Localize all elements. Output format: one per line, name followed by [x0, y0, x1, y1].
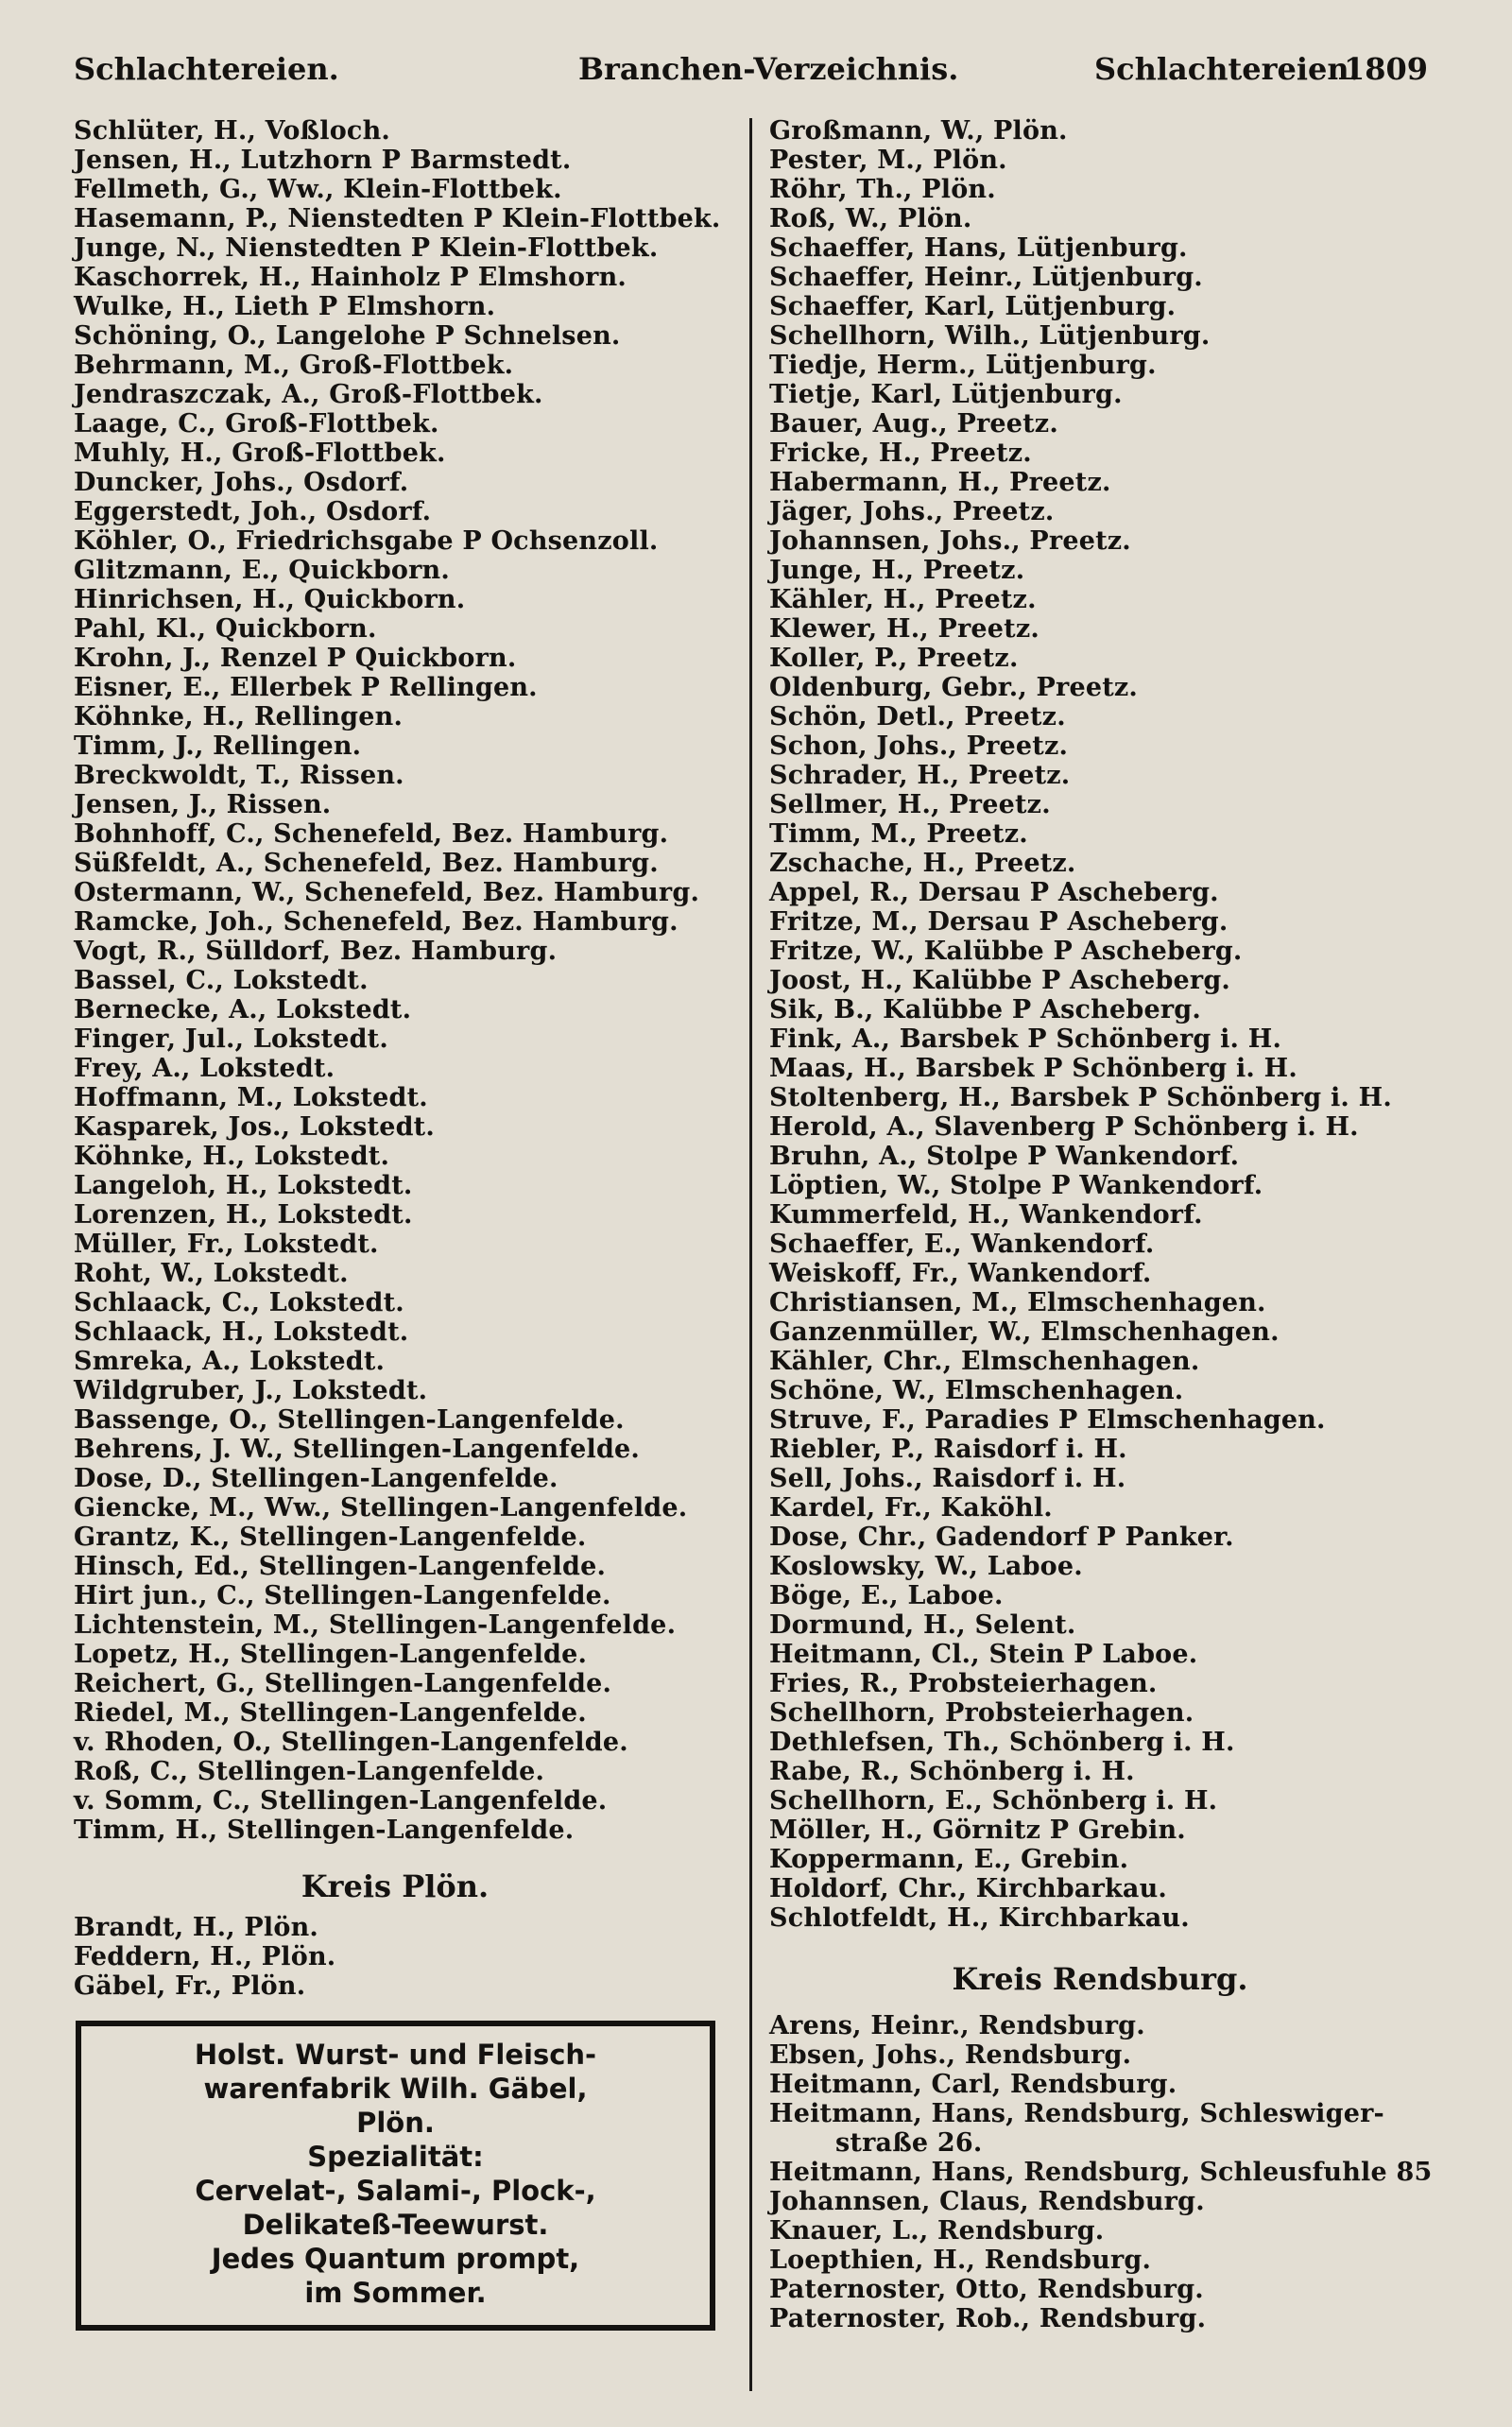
- directory-entry: Joost, H., Kalübbe P Ascheberg.: [769, 966, 1231, 995]
- directory-entry: Jensen, J., Rissen.: [74, 790, 332, 819]
- directory-entry: Böge, E., Laboe.: [769, 1581, 1004, 1610]
- directory-entry: Heitmann, Hans, Rendsburg, Schleusfuhle 85: [769, 2158, 1433, 2187]
- directory-entry: Brandt, H., Plön.: [74, 1913, 319, 1942]
- directory-entry: Bassel, C., Lokstedt.: [74, 966, 369, 995]
- directory-entry: Paternoster, Otto, Rendsburg.: [769, 2275, 1204, 2304]
- directory-entry: Röhr, Th., Plön.: [769, 175, 996, 204]
- directory-entry: Grantz, K., Stellingen-Langenfelde.: [74, 1523, 587, 1552]
- directory-entry: Jäger, Johs., Preetz.: [769, 497, 1055, 526]
- directory-entry: Christiansen, M., Elmschenhagen.: [769, 1288, 1266, 1317]
- page-header: [0, 51, 1512, 98]
- directory-entry: Eggerstedt, Joh., Osdorf.: [74, 497, 432, 526]
- kreis-rendsburg-list: [769, 2011, 1432, 2333]
- directory-entry: Glitzmann, E., Quickborn.: [74, 556, 450, 585]
- directory-entry: Rabe, R., Schönberg i. H.: [769, 1757, 1135, 1786]
- directory-entry: Gäbel, Fr., Plön.: [74, 1971, 306, 2001]
- directory-entry: Paternoster, Rob., Rendsburg.: [769, 2304, 1207, 2333]
- directory-entry: Johannsen, Claus, Rendsburg.: [769, 2187, 1205, 2216]
- directory-entry: Fries, R., Probsteierhagen.: [769, 1669, 1158, 1698]
- directory-entry: Kasparek, Jos., Lokstedt.: [74, 1112, 435, 1142]
- directory-entry: Heitmann, Carl, Rendsburg.: [769, 2070, 1177, 2099]
- directory-entry: Ebsen, Johs., Rendsburg.: [769, 2040, 1132, 2070]
- directory-entry: Holdorf, Chr., Kirchbarkau.: [769, 1874, 1168, 1903]
- directory-entry: Sik, B., Kalübbe P Ascheberg.: [769, 995, 1201, 1024]
- directory-entry: Hinrichsen, H., Quickborn.: [74, 585, 466, 614]
- directory-entry: Finger, Jul., Lokstedt.: [74, 1024, 388, 1054]
- advertisement-line: Plön.: [356, 2107, 435, 2139]
- directory-entry: Großmann, W., Plön.: [769, 116, 1068, 146]
- directory-entry: Johannsen, Johs., Preetz.: [769, 526, 1131, 556]
- directory-entry: Bauer, Aug., Preetz.: [769, 409, 1058, 439]
- directory-entry: Reichert, G., Stellingen-Langenfelde.: [74, 1669, 612, 1698]
- directory-entry: Laage, C., Groß-Flottbek.: [74, 409, 439, 439]
- directory-entry: Behrmann, M., Groß-Flottbek.: [74, 351, 514, 380]
- directory-entry: Feddern, H., Plön.: [74, 1942, 336, 1971]
- directory-entry: Löptien, W., Stolpe P Wankendorf.: [769, 1171, 1263, 1200]
- directory-entry: Köhnke, H., Rellingen.: [74, 702, 404, 732]
- directory-entry: Dethlefsen, Th., Schönberg i. H.: [769, 1728, 1235, 1757]
- directory-entry: Kardel, Fr., Kaköhl.: [769, 1493, 1053, 1523]
- directory-entry: Hasemann, P., Nienstedten P Klein-Flottbek.: [74, 204, 721, 233]
- directory-entry: Kähler, Chr., Elmschenhagen.: [769, 1347, 1200, 1376]
- directory-entry: Riedel, M., Stellingen-Langenfelde.: [74, 1698, 587, 1728]
- directory-entry: Sell, Johs., Raisdorf i. H.: [769, 1464, 1126, 1493]
- directory-entry: Krohn, J., Renzel P Quickborn.: [74, 644, 517, 673]
- directory-entry: Süßfeldt, A., Schenefeld, Bez. Hamburg.: [74, 849, 659, 878]
- section-title-kreis-rendsburg: Kreis Rendsburg.: [952, 1961, 1248, 1997]
- directory-entry: Giencke, M., Ww., Stellingen-Langenfelde.: [74, 1493, 688, 1523]
- directory-entry: Fricke, H., Preetz.: [769, 439, 1032, 468]
- directory-entry: Frey, A., Lokstedt.: [74, 1054, 335, 1083]
- directory-entry: Schlüter, H., Voßloch.: [74, 116, 391, 146]
- advertisement-line: warenfabrik Wilh. Gäbel,: [203, 2073, 588, 2105]
- directory-entry: Koppermann, E., Grebin.: [769, 1845, 1129, 1874]
- advertisement-line: Holst. Wurst- und Fleisch-: [194, 2039, 597, 2071]
- directory-entry: Struve, F., Paradies P Elmschenhagen.: [769, 1405, 1326, 1435]
- directory-entry: Muhly, H., Groß-Flottbek.: [74, 439, 446, 468]
- directory-entry: Eisner, E., Ellerbek P Rellingen.: [74, 673, 538, 702]
- directory-entry: Ostermann, W., Schenefeld, Bez. Hamburg.: [74, 878, 700, 907]
- directory-entry: Dose, Chr., Gadendorf P Panker.: [769, 1523, 1234, 1552]
- directory-entry: Knauer, L., Rendsburg.: [769, 2216, 1105, 2246]
- directory-entry: Arens, Heinr., Rendsburg.: [769, 2011, 1145, 2040]
- directory-entry: Heitmann, Cl., Stein P Laboe.: [769, 1640, 1198, 1669]
- directory-entry: Koslowsky, W., Laboe.: [769, 1552, 1083, 1581]
- directory-entry: Tietje, Karl, Lütjenburg.: [769, 380, 1123, 409]
- directory-entry: Schaeffer, E., Wankendorf.: [769, 1230, 1155, 1259]
- directory-entry: Fritze, W., Kalübbe P Ascheberg.: [769, 937, 1243, 966]
- directory-entry: Lichtenstein, M., Stellingen-Langenfelde.: [74, 1610, 677, 1640]
- directory-entry: Schöne, W., Elmschenhagen.: [769, 1376, 1184, 1405]
- advertisement-line: Cervelat-, Salami-, Plock-,: [195, 2175, 596, 2207]
- directory-entry: Müller, Fr., Lokstedt.: [74, 1230, 379, 1259]
- directory-entry: Hirt jun., C., Stellingen-Langenfelde.: [74, 1581, 611, 1610]
- directory-entry: Kähler, H., Preetz.: [769, 585, 1037, 614]
- page-number: 1809: [1344, 51, 1429, 87]
- directory-entry: Schlaack, H., Lokstedt.: [74, 1317, 409, 1347]
- directory-entry: Kaschorrek, H., Hainholz P Elmshorn.: [74, 263, 627, 292]
- directory-entry: Appel, R., Dersau P Ascheberg.: [769, 878, 1219, 907]
- directory-entry: Timm, J., Rellingen.: [74, 732, 362, 761]
- directory-entry: Kummerfeld, H., Wankendorf.: [769, 1200, 1203, 1230]
- directory-entry: Lorenzen, H., Lokstedt.: [74, 1200, 413, 1230]
- header-right-title: Schlachtereien.: [1094, 51, 1360, 87]
- directory-entry: Breckwoldt, T., Rissen.: [74, 761, 404, 790]
- directory-entry: Pahl, Kl., Quickborn.: [74, 614, 377, 644]
- header-left-title: Schlachtereien.: [74, 51, 339, 87]
- directory-entry: Hoffmann, M., Lokstedt.: [74, 1083, 428, 1112]
- directory-entry: Roht, W., Lokstedt.: [74, 1259, 349, 1288]
- advertisement-line: Spezialität:: [307, 2141, 484, 2173]
- column-divider: [749, 118, 752, 2391]
- header-center-title: Branchen-Verzeichnis.: [578, 51, 959, 87]
- directory-entry: Sellmer, H., Preetz.: [769, 790, 1051, 819]
- directory-entry: Bernecke, A., Lokstedt.: [74, 995, 412, 1024]
- directory-entry: Oldenburg, Gebr., Preetz.: [769, 673, 1139, 702]
- directory-entry: Lopetz, H., Stellingen-Langenfelde.: [74, 1640, 588, 1669]
- directory-entry: Bassenge, O., Stellingen-Langenfelde.: [74, 1405, 625, 1435]
- directory-entry: Schellhorn, E., Schönberg i. H.: [769, 1786, 1218, 1816]
- advertisement-line: im Sommer.: [304, 2277, 487, 2309]
- directory-entry: Schaeffer, Heinr., Lütjenburg.: [769, 263, 1203, 292]
- directory-entry: Schellhorn, Probsteierhagen.: [769, 1698, 1194, 1728]
- directory-entry: Jendraszczak, A., Groß-Flottbek.: [74, 380, 543, 409]
- directory-entry: Ganzenmüller, W., Elmschenhagen.: [769, 1317, 1280, 1347]
- directory-entry: Junge, H., Preetz.: [769, 556, 1025, 585]
- directory-entry: Jensen, H., Lutzhorn P Barmstedt.: [74, 146, 572, 175]
- right-column-list: [769, 116, 1431, 1933]
- directory-entry: Wildgruber, J., Lokstedt.: [74, 1376, 428, 1405]
- directory-entry: Junge, N., Nienstedten P Klein-Flottbek.: [74, 233, 659, 263]
- directory-entry: Schon, Johs., Preetz.: [769, 732, 1069, 761]
- directory-entry: Schlaack, C., Lokstedt.: [74, 1288, 404, 1317]
- directory-entry: Timm, M., Preetz.: [769, 819, 1028, 849]
- directory-entry: Dose, D., Stellingen-Langenfelde.: [74, 1464, 558, 1493]
- directory-entry: Schlotfeldt, H., Kirchbarkau.: [769, 1903, 1190, 1933]
- directory-entry: Schaeffer, Karl, Lütjenburg.: [769, 292, 1177, 321]
- directory-entry: Koller, P., Preetz.: [769, 644, 1019, 673]
- directory-entry: Roß, W., Plön.: [769, 204, 972, 233]
- advertisement-line: Jedes Quantum prompt,: [211, 2243, 580, 2275]
- directory-entry: straße 26.: [835, 2128, 983, 2158]
- advertisement-box: [76, 2021, 715, 2331]
- directory-entry: Habermann, H., Preetz.: [769, 468, 1111, 497]
- directory-entry: Stoltenberg, H., Barsbek P Schönberg i. H.: [769, 1083, 1392, 1112]
- directory-entry: Möller, H., Görnitz P Grebin.: [769, 1816, 1186, 1845]
- directory-entry: Vogt, R., Sülldorf, Bez. Hamburg.: [74, 937, 558, 966]
- directory-entry: Fink, A., Barsbek P Schönberg i. H.: [769, 1024, 1282, 1054]
- directory-entry: v. Rhoden, O., Stellingen-Langenfelde.: [74, 1728, 628, 1757]
- directory-entry: Köhler, O., Friedrichsgabe P Ochsenzoll.: [74, 526, 659, 556]
- directory-entry: Hinsch, Ed., Stellingen-Langenfelde.: [74, 1552, 607, 1581]
- directory-entry: Wulke, H., Lieth P Elmshorn.: [74, 292, 496, 321]
- directory-entry: Schrader, H., Preetz.: [769, 761, 1071, 790]
- directory-entry: Langeloh, H., Lokstedt.: [74, 1171, 413, 1200]
- directory-entry: Bruhn, A., Stolpe P Wankendorf.: [769, 1142, 1240, 1171]
- directory-entry: Loepthien, H., Rendsburg.: [769, 2246, 1152, 2275]
- directory-entry: Duncker, Johs., Osdorf.: [74, 468, 409, 497]
- section-title-kreis-plon: Kreis Plön.: [301, 1868, 490, 1904]
- directory-entry: Weiskoff, Fr., Wankendorf.: [769, 1259, 1152, 1288]
- directory-entry: Schöning, O., Langelohe P Schnelsen.: [74, 321, 621, 351]
- directory-entry: Köhnke, H., Lokstedt.: [74, 1142, 390, 1171]
- directory-entry: Roß, C., Stellingen-Langenfelde.: [74, 1757, 545, 1786]
- directory-entry: Behrens, J. W., Stellingen-Langenfelde.: [74, 1435, 641, 1464]
- left-column-list: [74, 116, 735, 1845]
- directory-entry: Riebler, P., Raisdorf i. H.: [769, 1435, 1127, 1464]
- directory-entry: Fritze, M., Dersau P Ascheberg.: [769, 907, 1228, 937]
- directory-entry: Ramcke, Joh., Schenefeld, Bez. Hamburg.: [74, 907, 679, 937]
- directory-entry: Maas, H., Barsbek P Schönberg i. H.: [769, 1054, 1297, 1083]
- directory-entry: Herold, A., Slavenberg P Schönberg i. H.: [769, 1112, 1359, 1142]
- directory-entry: Timm, H., Stellingen-Langenfelde.: [74, 1816, 575, 1845]
- directory-entry: v. Somm, C., Stellingen-Langenfelde.: [74, 1786, 608, 1816]
- directory-entry: Tiedje, Herm., Lütjenburg.: [769, 351, 1157, 380]
- directory-entry: Heitmann, Hans, Rendsburg, Schleswiger-: [769, 2099, 1384, 2128]
- directory-entry: Klewer, H., Preetz.: [769, 614, 1040, 644]
- directory-entry: Bohnhoff, C., Schenefeld, Bez. Hamburg.: [74, 819, 669, 849]
- kreis-plon-list: [74, 1913, 335, 2001]
- directory-entry: Schellhorn, Wilh., Lütjenburg.: [769, 321, 1211, 351]
- directory-entry: Fellmeth, G., Ww., Klein-Flottbek.: [74, 175, 562, 204]
- directory-entry: Smreka, A., Lokstedt.: [74, 1347, 386, 1376]
- directory-entry: Zschache, H., Preetz.: [769, 849, 1076, 878]
- directory-entry: Schaeffer, Hans, Lütjenburg.: [769, 233, 1188, 263]
- advertisement-line: Delikateß-Teewurst.: [242, 2209, 549, 2241]
- directory-entry: Pester, M., Plön.: [769, 146, 1007, 175]
- directory-entry: Schön, Detl., Preetz.: [769, 702, 1066, 732]
- directory-entry: Dormund, H., Selent.: [769, 1610, 1076, 1640]
